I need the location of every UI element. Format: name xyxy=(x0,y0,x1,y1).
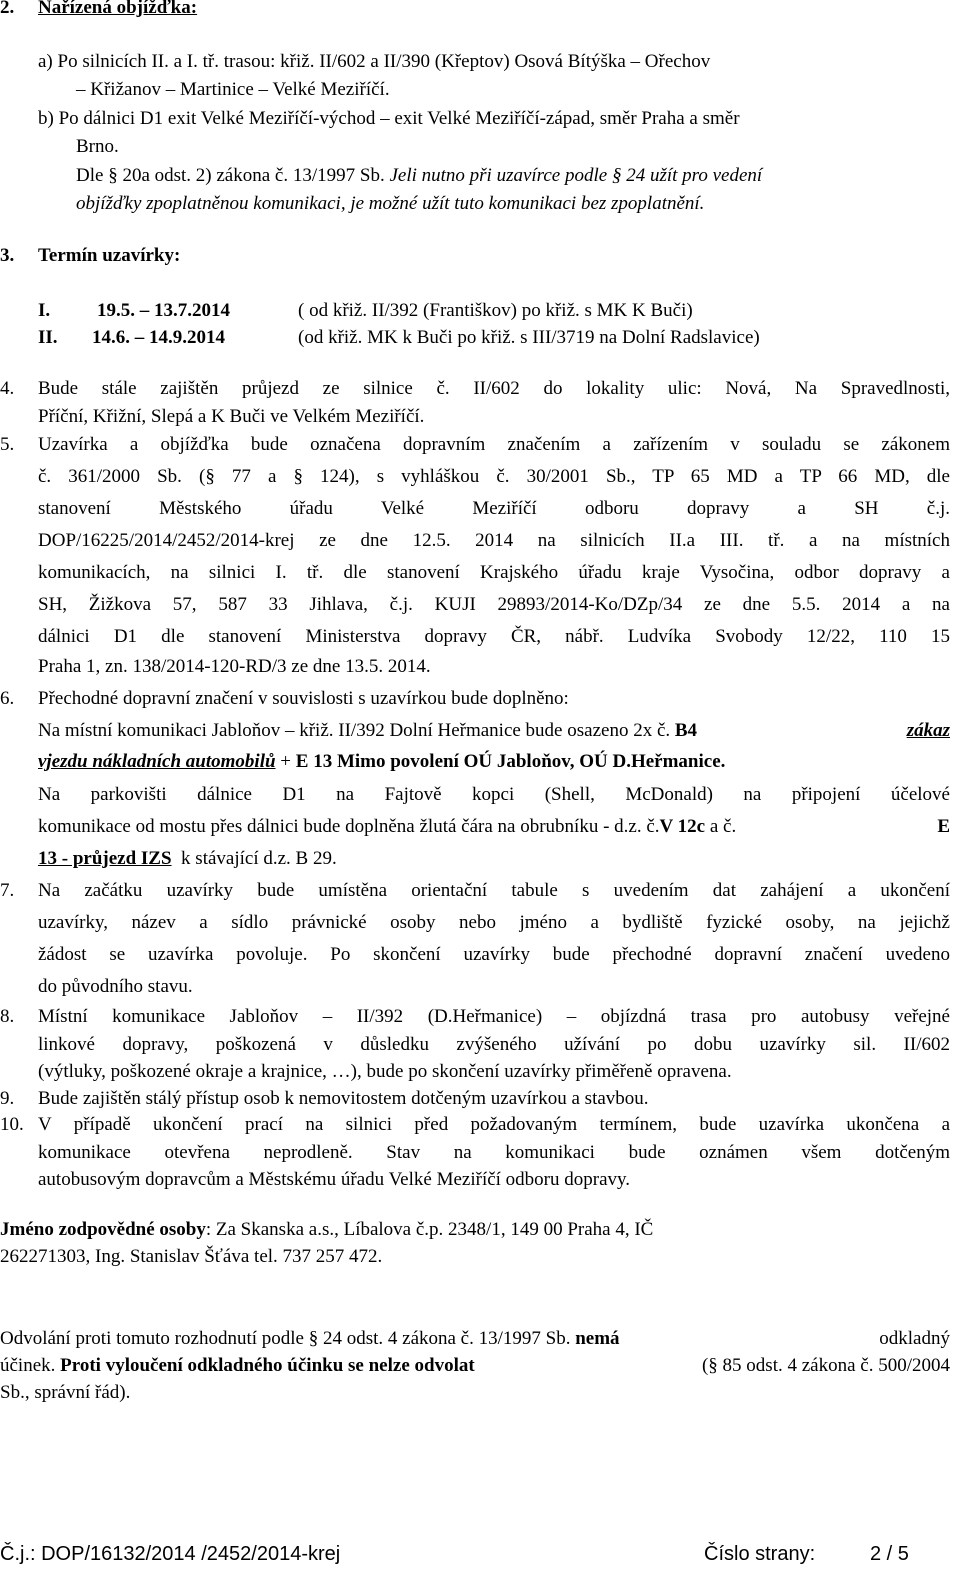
section-5-line-8: Praha 1, zn. 138/2014-120-RD/3 ze dne 13.5. 2014. xyxy=(38,656,431,677)
section-7-line-3: žádost se uzavírka povoluje. Po skončení uzavírky bude přechodné dopravní značení uvedeno xyxy=(38,944,950,965)
section-10-number: 10. xyxy=(0,1114,24,1135)
sign-b4-label: zákaz xyxy=(906,720,950,741)
responsible-person-line-1: Jméno zodpovědné osoby : Za Skanska a.s., Líbalova č.p. 2348/1, 149 00 Praha 4, IČ xyxy=(0,1214,950,1246)
section-7-line-1: Na začátku uzavírky bude umístěna orientační tabule s uvedením dat zahájení a ukončení xyxy=(38,880,950,901)
responsible-person-label: Jméno zodpovědné osoby xyxy=(0,1219,206,1240)
section-8-line-1: Místní komunikace Jabloňov – II/392 (D.Heřmanice) – objízdná trasa pro autobusy veřejné xyxy=(38,1006,950,1027)
section-5-line-2: č. 361/2000 Sb. (§ 77 a § 124), s vyhláškou č. 30/2001 Sb., TP 65 MD a TP 66 MD, dle xyxy=(38,466,950,487)
sign-e13-label: E 13 Mimo povolení OÚ Jabloňov, OÚ D.Heřmanice. xyxy=(295,751,726,772)
section-8-line-2: linkové dopravy, poškozená v důsledku zvýšeného užívání po dobu uzavírky sil. II/602 xyxy=(38,1034,950,1055)
paragraph-sign: § xyxy=(108,165,118,186)
section-5-line-7: dálnici D1 dle stanovení Ministerstva dopravy ČR, nábř. Ludvíka Svobody 12/22, 110 15 xyxy=(38,626,950,647)
section-2-title: Nařízená objížďka: xyxy=(38,0,198,18)
section-6-line-3: vjezdu nákladních automobilů + E 13 Mimo povolení OÚ Jabloňov, OÚ D.Heřmanice. xyxy=(38,751,726,772)
appeal-line-1: Odvolání proti tomuto rozhodnutí podle § 24 odst. 4 zákona č. 13/1997 Sb. nemá odkladný xyxy=(0,1328,950,1349)
section-6-line-2: Na místní komunikaci Jabloňov – křiž. II/392 Dolní Heřmanice bude osazeno 2x č. B4 zákaz xyxy=(38,715,950,747)
section-7-number: 7. xyxy=(0,880,15,901)
page-number-label: Číslo strany: xyxy=(704,1543,816,1565)
route-a-line-1: a) Po silnicích II. a I. tř. trasou: křiž. II/602 a II/390 (Křeptov) Osová Bítýška – Ořechov xyxy=(38,51,711,72)
section-4-number: 4. xyxy=(0,378,15,399)
section-5-line-6: SH, Žižkova 57, 587 33 Jihlava, č.j. KUJI 29893/2014-Ko/DZp/34 ze dne 5.5. 2014 a na xyxy=(38,594,950,615)
section-6-line-5: komunikace od mostu přes dálnici bude doplněna žlutá čára na obrubníku - d.z. č. V 12c a č. E xyxy=(38,816,950,837)
section-5-line-3: stanovení Městského úřadu Velké Meziříčí odboru dopravy a SH č.j. xyxy=(38,498,950,519)
appeal-line-2: účinek. Proti vyloučení odkladného účinku se nelze odvolat (§ 85 odst. 4 zákona č. 500/2004 xyxy=(0,1355,950,1376)
section-8-line-3: (výtluky, poškozené okraje a krajnice, …), bude po skončení uzavírky přiměřeně opravena. xyxy=(38,1061,732,1082)
section-10-line-3: autobusovým dopravcům a Městskému úřadu Velké Meziříčí odboru dopravy. xyxy=(38,1169,631,1190)
route-b-line-2: Brno. xyxy=(76,136,119,157)
closure-term-row-2: II. 14.6. – 14.9.2014 (od křiž. MK k Buči po křiž. s III/3719 na Dolní Radslavice) xyxy=(38,327,760,348)
responsible-person-line-2: 262271303, Ing. Stanislav Šťáva tel. 737 257 472. xyxy=(0,1246,383,1267)
section-4-line-2: Příční, Křižní, Slepá a K Buči ve Velkém Meziříčí. xyxy=(38,406,425,427)
section-6-line-4: Na parkovišti dálnice D1 na Fajtově kopci (Shell, McDonald) na připojení účelové xyxy=(38,784,950,805)
route-b-line-1: b) Po dálnici D1 exit Velké Meziříčí-východ – exit Velké Meziříčí-západ, směr Praha a směr xyxy=(38,108,740,129)
section-5-line-4: DOP/16225/2014/2452/2014-krej ze dne 12.5. 2014 na silnicích II.a III. tř. a na místních xyxy=(38,530,950,551)
document-reference: Č.j.: DOP/16132/2014 /2452/2014-krej xyxy=(0,1543,341,1565)
section-6-line-1: Přechodné dopravní značení v souvislosti s uzavírkou bude doplněno: xyxy=(38,688,569,709)
route-a-line-2: – Křižanov – Martinice – Velké Meziříčí. xyxy=(76,79,390,100)
section-3-heading: 3. Termín uzavírky: xyxy=(0,240,14,272)
section-9-number: 9. xyxy=(0,1088,15,1109)
section-6-number: 6. xyxy=(0,688,15,709)
section-7-line-4: do původního stavu. xyxy=(38,976,193,997)
section-3-title: Termín uzavírky: xyxy=(38,245,181,266)
section-4-line-1: Bude stále zajištěn průjezd ze silnice č. II/602 do lokality ulic: Nová, Na Spravedlnosti, xyxy=(38,378,950,399)
closure-term-row-1: I. 19.5. – 13.7.2014 ( od křiž. II/392 (Františkov) po křiž. s MK K Buči) xyxy=(38,300,693,321)
section-10-line-1: V případě ukončení prací na silnici před požadovaným termínem, bude uzavírka ukončena a xyxy=(38,1114,950,1135)
section-8-number: 8. xyxy=(0,1006,15,1027)
section-7-line-2: uzavírky, název a sídlo právnické osoby nebo jméno a bydliště fyzické osoby, na jejichž xyxy=(38,912,950,933)
section-5-number: 5. xyxy=(0,434,15,455)
section-5-line-5: komunikacích, na silnici I. tř. dle stanovení Krajského úřadu kraje Vysočina, odbor dopravy a xyxy=(38,562,950,583)
section-2-heading: 2. Nařízená objížďka: xyxy=(0,0,14,24)
section-6-line-6: 13 - průjezd IZS k stávající d.z. B 29. xyxy=(38,848,337,869)
appeal-line-3: Sb., správní řád). xyxy=(0,1382,131,1403)
section-5-line-1: Uzavírka a objížďka bude označena dopravním značením a zařízením v souladu se zákonem xyxy=(38,434,950,455)
section-10-line-2: komunikace otevřena neprodleně. Stav na komunikaci bude oznámen všem dotčeným xyxy=(38,1142,950,1163)
section-9-line-1: Bude zajištěn stálý přístup osob k nemovitostem dotčeným uzavírkou a stavbou. xyxy=(38,1088,649,1109)
paragraph-sign: § xyxy=(611,165,622,186)
toll-note-line-2: objížďky zpoplatněnou komunikaci, je možné užít tuto komunikaci bez zpoplatnění. xyxy=(76,193,705,214)
toll-note-line-1: Dle § 20a odst. 2) zákona č. 13/1997 Sb. Jeli nutno při uzavírce podle § 24 užít pro vedení xyxy=(76,165,763,186)
page-number-value: 2 / 5 xyxy=(870,1543,909,1565)
